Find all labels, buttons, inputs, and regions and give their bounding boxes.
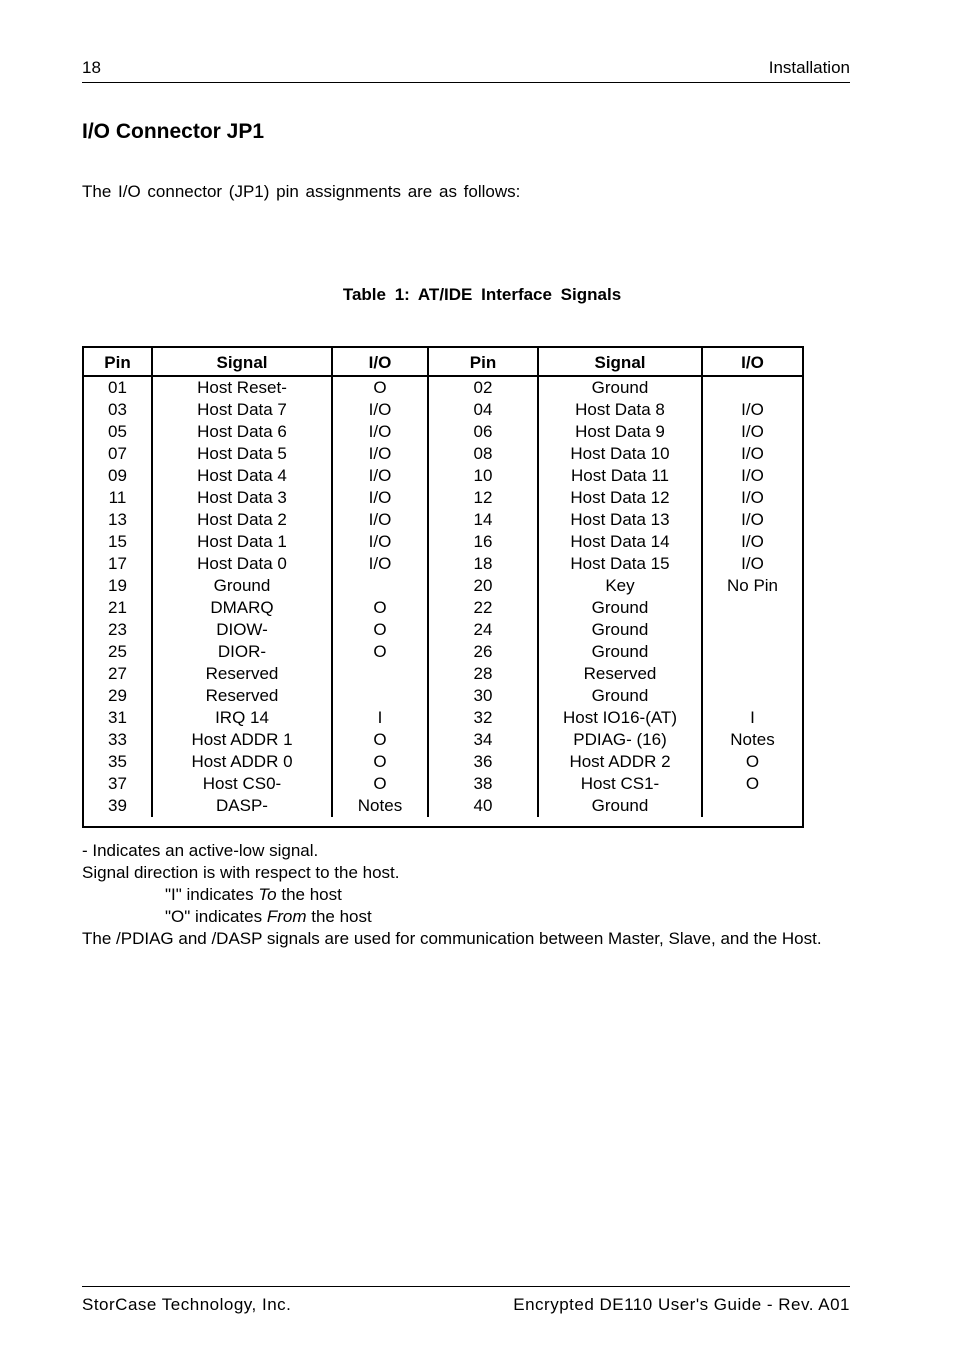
cell-io-right: I <box>750 708 755 727</box>
cell-pin-right: 20 <box>428 575 538 597</box>
cell-signal-left: Host Data 0 <box>152 553 332 575</box>
note-pdiag-dasp: The /PDIAG and /DASP signals are used for communication between Master, Slave, and the Host. <box>82 929 822 948</box>
cell-pin-right: 38 <box>428 773 538 795</box>
cell-io-right: I/O <box>741 466 764 485</box>
cell-signal-left: Reserved <box>152 685 332 707</box>
table-row <box>84 531 802 553</box>
cell-signal-right: Host Data 14 <box>538 531 702 553</box>
table-caption: Table 1: AT/IDE Interface Signals <box>342 285 622 304</box>
cell-pin-right: 12 <box>428 487 538 509</box>
cell-pin-left: 01 <box>84 376 152 399</box>
cell-io-left: O <box>332 641 428 663</box>
cell-pin-right: 04 <box>428 399 538 421</box>
note-output-prefix: "O" indicates <box>165 907 267 926</box>
cell-io-right: I/O <box>741 400 764 419</box>
cell-signal-left: Host Reset- <box>152 376 332 399</box>
cell-io-right: Notes <box>730 730 775 749</box>
note-input-suffix: the host <box>276 885 342 904</box>
table-row <box>84 641 802 663</box>
cell-pin-left: 07 <box>84 443 152 465</box>
table-row <box>84 443 802 465</box>
cell-signal-right: PDIAG- (16) <box>538 729 702 751</box>
cell-pin-left: 21 <box>84 597 152 619</box>
table-row <box>84 376 802 399</box>
header-signal-right: Signal <box>538 348 702 376</box>
cell-signal-right: Host Data 13 <box>538 509 702 531</box>
table-row <box>84 685 802 707</box>
table-header-row <box>84 348 802 376</box>
cell-io-left: I/O <box>332 443 428 465</box>
cell-io-left: I/O <box>332 399 428 421</box>
cell-pin-left: 15 <box>84 531 152 553</box>
cell-pin-left: 37 <box>84 773 152 795</box>
header-io-left: I/O <box>332 348 428 376</box>
cell-signal-right: Key <box>538 575 702 597</box>
cell-signal-left: Ground <box>152 575 332 597</box>
cell-pin-right: 34 <box>428 729 538 751</box>
cell-io-left: O <box>332 751 428 773</box>
table-row <box>84 795 802 817</box>
page-title: I/O Connector JP1 <box>82 120 265 143</box>
cell-pin-right: 18 <box>428 553 538 575</box>
note-active-low: - Indicates an active-low signal. <box>82 841 319 860</box>
cell-signal-left: DIOW- <box>152 619 332 641</box>
cell-pin-left: 25 <box>84 641 152 663</box>
table-body <box>84 376 802 817</box>
cell-pin-right: 10 <box>428 465 538 487</box>
cell-pin-right: 36 <box>428 751 538 773</box>
cell-signal-right: Host Data 9 <box>538 421 702 443</box>
cell-io-left: I/O <box>332 509 428 531</box>
cell-io-right: I/O <box>741 488 764 507</box>
table-row <box>84 553 802 575</box>
note-direction: Signal direction is with respect to the host. <box>82 863 400 882</box>
cell-signal-right: Host Data 8 <box>538 399 702 421</box>
header-signal-left: Signal <box>152 348 332 376</box>
footer-company: StorCase Technology, Inc. <box>82 1295 292 1314</box>
cell-pin-left: 17 <box>84 553 152 575</box>
cell-pin-right: 40 <box>428 795 538 817</box>
cell-pin-left: 11 <box>84 487 152 509</box>
cell-io-left: Notes <box>332 795 428 817</box>
cell-pin-left: 31 <box>84 707 152 729</box>
table-row <box>84 663 802 685</box>
header-pin-left: Pin <box>84 348 152 376</box>
cell-signal-right: Ground <box>538 597 702 619</box>
cell-signal-right: Host IO16-(AT) <box>538 707 702 729</box>
note-input-emphasis: To <box>258 885 277 904</box>
cell-io-left: O <box>332 619 428 641</box>
page-footer <box>82 1286 850 1317</box>
cell-io-left: O <box>332 376 428 399</box>
cell-signal-right: Host Data 11 <box>538 465 702 487</box>
cell-pin-left: 39 <box>84 795 152 817</box>
cell-signal-right: Ground <box>538 795 702 817</box>
cell-pin-left: 09 <box>84 465 152 487</box>
cell-io-left: I/O <box>332 421 428 443</box>
cell-signal-left: Host CS0- <box>152 773 332 795</box>
cell-signal-left: Host Data 5 <box>152 443 332 465</box>
cell-pin-right: 32 <box>428 707 538 729</box>
cell-io-right: I/O <box>741 532 764 551</box>
cell-io-right <box>702 663 802 685</box>
header-io-right: I/O <box>702 348 802 376</box>
cell-pin-right: 26 <box>428 641 538 663</box>
cell-signal-right: Ground <box>538 619 702 641</box>
cell-pin-left: 05 <box>84 421 152 443</box>
cell-io-left: O <box>332 597 428 619</box>
cell-signal-left: Reserved <box>152 663 332 685</box>
table-row <box>84 707 802 729</box>
cell-io-left: I/O <box>332 487 428 509</box>
cell-io-left: O <box>332 729 428 751</box>
cell-signal-left: Host Data 3 <box>152 487 332 509</box>
table-row <box>84 729 802 751</box>
cell-pin-right: 06 <box>428 421 538 443</box>
cell-pin-right: 16 <box>428 531 538 553</box>
cell-signal-right: Host CS1- <box>538 773 702 795</box>
table-row <box>84 619 802 641</box>
cell-io-right <box>702 619 802 641</box>
cell-signal-right: Ground <box>538 376 702 399</box>
cell-signal-right: Host Data 12 <box>538 487 702 509</box>
cell-pin-right: 14 <box>428 509 538 531</box>
cell-io-left <box>332 663 428 685</box>
section-name: Installation <box>768 58 850 77</box>
intro-paragraph: The I/O connector (JP1) pin assignments are as follows: <box>82 182 521 201</box>
table-row <box>84 465 802 487</box>
cell-signal-left: Host Data 2 <box>152 509 332 531</box>
cell-io-left: I/O <box>332 531 428 553</box>
cell-io-left: I/O <box>332 465 428 487</box>
cell-pin-left: 13 <box>84 509 152 531</box>
header-pin-right: Pin <box>428 348 538 376</box>
cell-pin-right: 24 <box>428 619 538 641</box>
cell-io-left: O <box>332 773 428 795</box>
cell-pin-left: 19 <box>84 575 152 597</box>
cell-signal-right: Reserved <box>538 663 702 685</box>
cell-io-right <box>702 597 802 619</box>
cell-io-right: I/O <box>741 554 764 573</box>
cell-io-right: I/O <box>741 510 764 529</box>
table-row <box>84 751 802 773</box>
cell-signal-left: DIOR- <box>152 641 332 663</box>
cell-signal-left: Host Data 7 <box>152 399 332 421</box>
cell-io-right: No Pin <box>726 576 779 595</box>
cell-pin-left: 33 <box>84 729 152 751</box>
page-number: 18 <box>82 58 101 77</box>
cell-io-right: I/O <box>741 444 764 463</box>
cell-pin-right: 30 <box>428 685 538 707</box>
note-output-suffix: the host <box>306 907 372 926</box>
table-row <box>84 575 802 597</box>
cell-signal-right: Ground <box>538 685 702 707</box>
table-row <box>84 597 802 619</box>
cell-io-right <box>702 641 802 663</box>
cell-signal-left: Host ADDR 0 <box>152 751 332 773</box>
cell-io-right <box>702 376 802 399</box>
cell-signal-left: Host Data 6 <box>152 421 332 443</box>
table-row <box>84 487 802 509</box>
cell-io-right: O <box>745 774 760 793</box>
cell-signal-left: DMARQ <box>152 597 332 619</box>
cell-io-left <box>332 575 428 597</box>
cell-io-right: O <box>745 752 760 771</box>
cell-signal-left: Host Data 1 <box>152 531 332 553</box>
cell-pin-left: 35 <box>84 751 152 773</box>
cell-pin-left: 03 <box>84 399 152 421</box>
cell-io-right: I/O <box>741 422 764 441</box>
footer-document: Encrypted DE110 User's Guide - Rev. A01 <box>513 1295 850 1314</box>
pin-assignment-table <box>84 348 802 817</box>
cell-io-left: I/O <box>332 553 428 575</box>
cell-signal-right: Ground <box>538 641 702 663</box>
cell-pin-left: 23 <box>84 619 152 641</box>
note-output-direction <box>82 906 852 928</box>
cell-signal-left: DASP- <box>152 795 332 817</box>
table-row <box>84 509 802 531</box>
table-notes <box>82 840 852 950</box>
cell-pin-left: 29 <box>84 685 152 707</box>
note-output-emphasis: From <box>266 907 307 926</box>
note-input-prefix: "I" indicates <box>165 885 259 904</box>
cell-pin-right: 02 <box>428 376 538 399</box>
note-input-direction <box>82 884 852 906</box>
cell-io-left <box>332 685 428 707</box>
cell-signal-right: Host Data 15 <box>538 553 702 575</box>
table-row <box>84 773 802 795</box>
pin-table-frame <box>82 346 804 828</box>
cell-pin-left: 27 <box>84 663 152 685</box>
table-row <box>84 421 802 443</box>
cell-signal-right: Host Data 10 <box>538 443 702 465</box>
cell-io-right <box>702 685 802 707</box>
cell-signal-left: IRQ 14 <box>152 707 332 729</box>
cell-signal-left: Host Data 4 <box>152 465 332 487</box>
cell-io-right <box>702 795 802 817</box>
page-header <box>82 56 850 83</box>
cell-pin-right: 28 <box>428 663 538 685</box>
table-row <box>84 399 802 421</box>
cell-pin-right: 08 <box>428 443 538 465</box>
cell-signal-left: Host ADDR 1 <box>152 729 332 751</box>
cell-io-left: I <box>332 707 428 729</box>
cell-pin-right: 22 <box>428 597 538 619</box>
cell-signal-right: Host ADDR 2 <box>538 751 702 773</box>
